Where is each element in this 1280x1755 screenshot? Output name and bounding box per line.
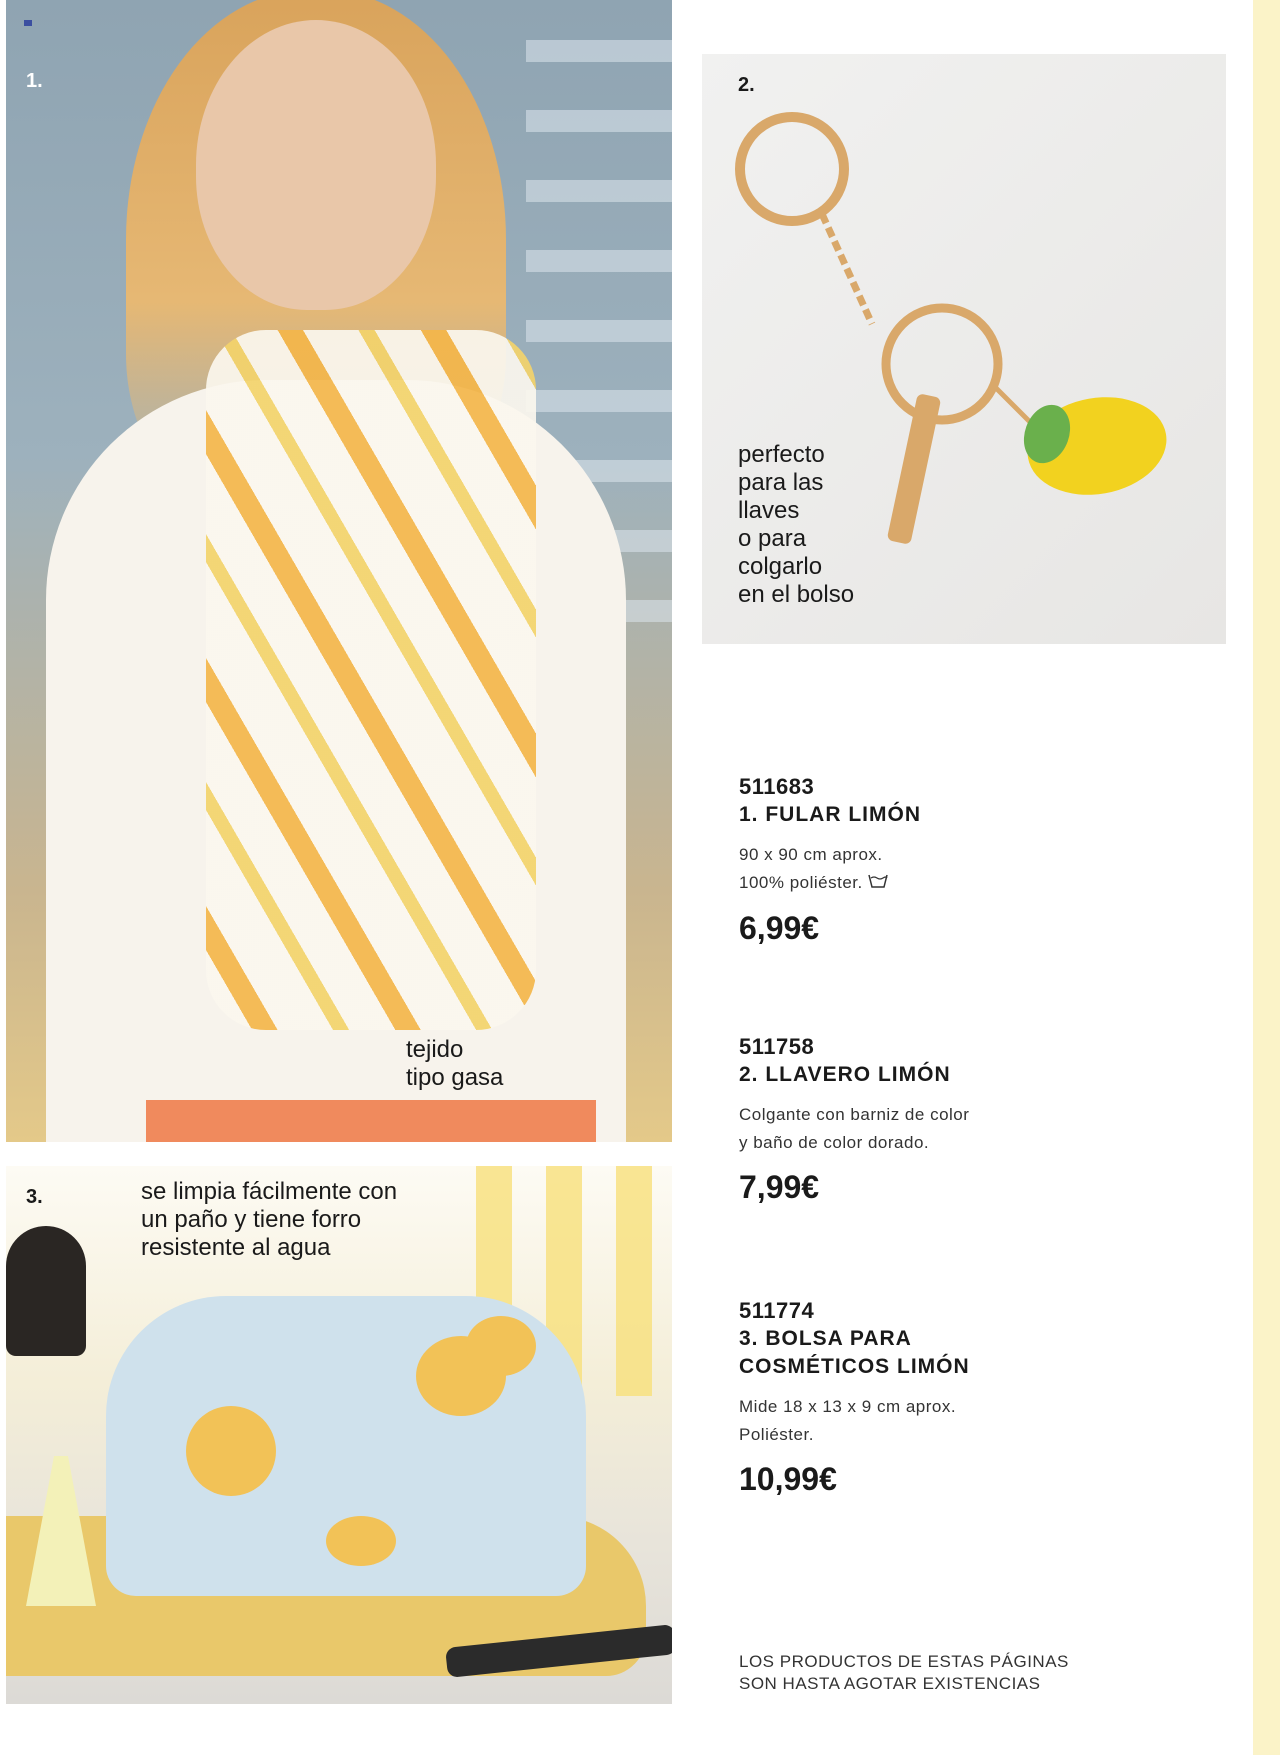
product-scarf — [739, 773, 1199, 948]
keychain-caption: perfecto para las llaves o para colgarlo en el bolso — [738, 441, 855, 608]
product-price: 7,99€ — [739, 1169, 820, 1205]
lemon-cosmetics-bag — [106, 1296, 586, 1596]
product-keychain — [739, 1033, 1199, 1207]
photo-label-3: 3. — [26, 1186, 43, 1208]
product-price: 6,99€ — [739, 909, 820, 946]
product-description: Mide 18 x 13 x 9 cm aprox. Poliéster. — [739, 1397, 957, 1444]
keychain-photo — [702, 54, 1226, 644]
decorative-yellow-strip — [1253, 0, 1280, 1755]
product-code: 511774 — [739, 1298, 815, 1323]
product-description: 90 x 90 cm aprox. 100% poliéster. — [739, 841, 1199, 898]
photo-label-2: 2. — [738, 74, 755, 96]
product-name: 2. LLAVERO LIMÓN — [739, 1063, 951, 1086]
scarf-caption: tejido tipo gasa — [406, 1036, 504, 1091]
product-code: 511683 — [739, 774, 815, 799]
lemon-scarf — [206, 330, 536, 1030]
stock-note: LOS PRODUCTOS DE ESTAS PÁGINAS SON HASTA AGOTAR EXISTENCIAS — [739, 1652, 1069, 1693]
photo-label-1: 1. — [26, 70, 43, 92]
product-description: Colgante con barniz de color y baño de color dorado. — [739, 1105, 970, 1152]
washing-icon — [868, 870, 888, 898]
product-code: 511758 — [739, 1034, 815, 1059]
product-price: 10,99€ — [739, 1461, 837, 1497]
bag-caption: se limpia fácilmente con un paño y tiene forro resistente al agua — [141, 1178, 398, 1261]
product-name-line-2: COSMÉTICOS LIMÓN — [739, 1355, 970, 1378]
product-name: 3. BOLSA PARA — [739, 1327, 912, 1350]
scarf-photo — [6, 0, 672, 1142]
product-name: 1. FULAR LIMÓN — [739, 803, 921, 826]
cosmetics-bag-photo — [6, 1166, 672, 1704]
product-cosmetics-bag — [739, 1297, 1199, 1499]
